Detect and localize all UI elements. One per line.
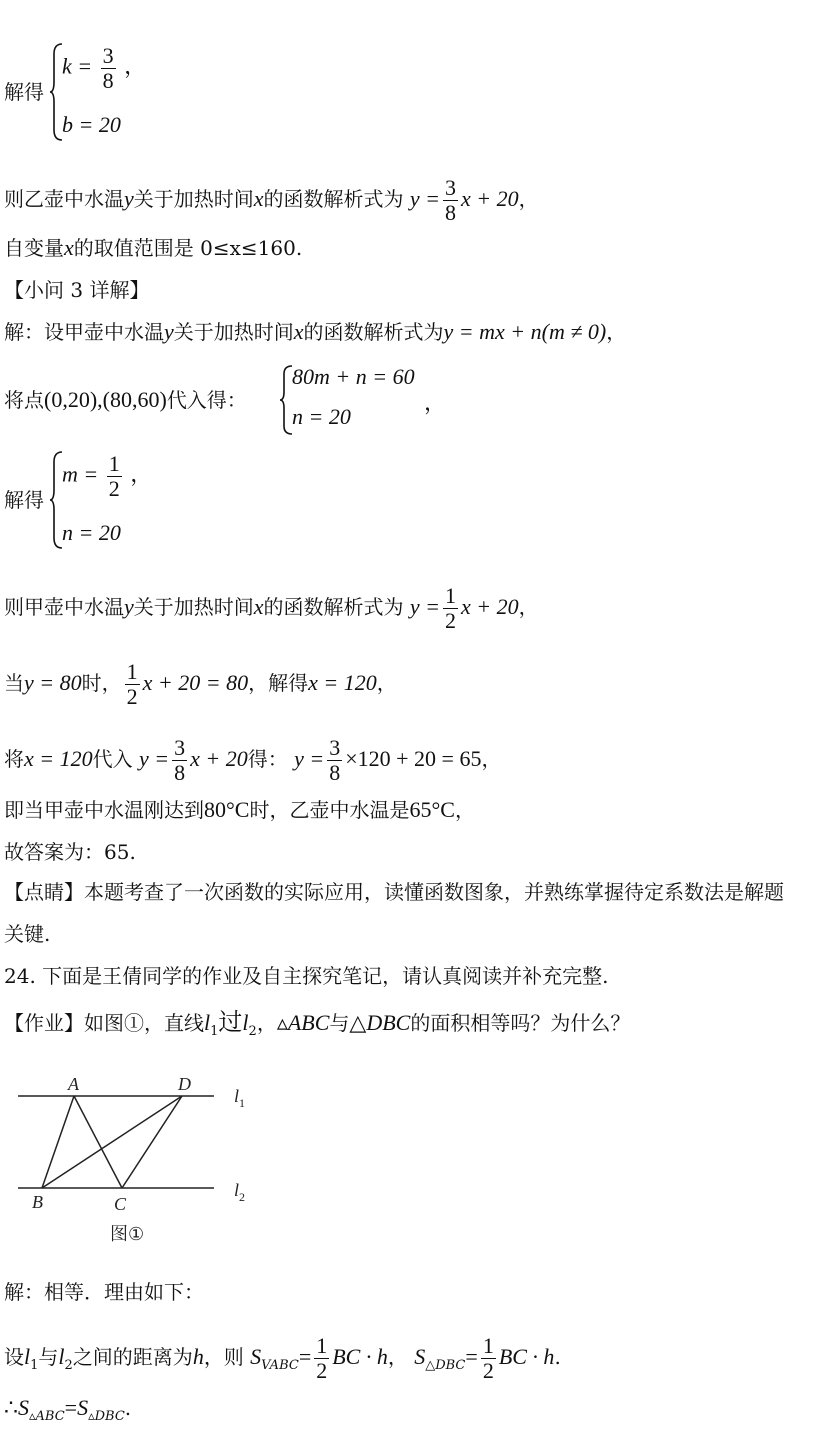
- comma: ，: [130, 461, 153, 487]
- frac: [314, 1334, 329, 1383]
- eq: =: [64, 1395, 78, 1420]
- frac: [172, 736, 187, 785]
- label-A: A: [68, 1074, 79, 1094]
- expr: x + 20: [190, 746, 248, 771]
- t: 得：: [247, 747, 288, 771]
- expr: x + 20 = 80: [142, 670, 249, 695]
- frac-den: 8: [174, 760, 186, 785]
- line-6: [4, 386, 247, 414]
- expr: BC · h: [332, 1344, 388, 1369]
- frac-den: 2: [108, 476, 120, 501]
- t: 解：设甲壶中水温: [4, 320, 164, 344]
- frac: [443, 176, 458, 225]
- var-l: l: [24, 1344, 31, 1369]
- expr: x + 20: [461, 186, 519, 211]
- t: ，: [518, 187, 539, 211]
- frac: [327, 736, 342, 785]
- t: 则乙壶中水温: [4, 187, 124, 211]
- frac-num: 3: [174, 735, 186, 760]
- frac-num: 1: [108, 451, 120, 476]
- sub: ▵DBC: [88, 1409, 125, 1424]
- var-l: l: [242, 1010, 249, 1035]
- t: 过: [218, 1008, 243, 1036]
- t: 当: [4, 671, 24, 695]
- var-y: y: [124, 594, 134, 619]
- label-D: D: [178, 1074, 191, 1094]
- frac: [125, 660, 140, 709]
- m-lhs: m =: [62, 461, 99, 487]
- eq-n: n = 20: [62, 520, 121, 545]
- temp: 80°C: [204, 797, 250, 822]
- line-2: [4, 176, 539, 225]
- t: 代入得：: [166, 388, 247, 412]
- frac-den: 2: [126, 684, 138, 709]
- expr: x + 20: [461, 594, 519, 619]
- therefore: ∴: [4, 1395, 18, 1420]
- t: .: [554, 1345, 561, 1369]
- t: 的取值范围是 0≤x≤160.: [73, 236, 303, 260]
- t: ，: [376, 671, 397, 695]
- eq-k: [62, 44, 146, 93]
- frac-den: 2: [482, 1358, 494, 1383]
- sub: 1: [210, 1024, 219, 1039]
- expr: y = 80: [24, 670, 82, 695]
- eq-1: 80m + n = 60: [292, 364, 415, 389]
- sub: 2: [248, 1024, 257, 1039]
- line-10: [4, 736, 501, 785]
- t: 将: [4, 747, 24, 771]
- t: ，: [481, 747, 502, 771]
- comment-line-2: 关键.: [4, 922, 51, 946]
- t: 则甲壶中水温: [4, 595, 124, 619]
- frac-m: [107, 452, 122, 501]
- answer-line: 故答案为：65.: [4, 840, 136, 864]
- frac-num: 3: [445, 175, 457, 200]
- conclusion-line: [4, 1394, 131, 1431]
- eq-2: n = 20: [292, 404, 351, 429]
- frac-k: [101, 44, 116, 93]
- points: (0,20),(80,60): [44, 387, 167, 412]
- expr: x = 120: [24, 746, 93, 771]
- frac-den: 8: [329, 760, 341, 785]
- geometry-figure: [14, 1068, 274, 1258]
- frac-num: 1: [316, 1333, 328, 1358]
- t: ，: [518, 595, 539, 619]
- t: ，解得: [248, 671, 309, 695]
- t: 时，: [81, 671, 122, 695]
- line-5: [4, 318, 626, 346]
- solve-label-2: 解得: [4, 488, 44, 512]
- expr: y =: [409, 186, 441, 211]
- line-8: [4, 584, 539, 633]
- question-24: 24. 下面是王倩同学的作业及自主探究笔记，请认真阅读并补充完整.: [4, 964, 609, 988]
- var-x: x: [64, 235, 74, 260]
- solution-start: 解：相等．理由如下：: [4, 1280, 204, 1304]
- expr: BC · h: [498, 1344, 555, 1369]
- t: ，: [387, 1345, 408, 1369]
- frac-den: 2: [316, 1358, 328, 1383]
- distance-line: [4, 1334, 561, 1383]
- comma: ，: [124, 53, 147, 79]
- var-y: y: [124, 186, 134, 211]
- area-symbol: S: [77, 1395, 89, 1420]
- eq: =: [465, 1344, 478, 1369]
- t: 即当甲壶中水温刚达到: [4, 798, 204, 822]
- line-3: [4, 234, 302, 262]
- expr: y =: [138, 746, 170, 771]
- area-symbol: S: [18, 1395, 29, 1420]
- eq-m: [62, 452, 152, 501]
- frac-den: 8: [102, 68, 114, 93]
- comma: ，: [424, 390, 447, 415]
- eq: =: [298, 1344, 312, 1369]
- label-l1: $l_1$: [234, 1086, 246, 1110]
- sub: △DBC: [425, 1358, 466, 1373]
- section-heading: 【小问 3 详解】: [4, 278, 150, 302]
- var-x: x: [253, 186, 264, 211]
- var-h: h: [192, 1344, 204, 1369]
- triangle: △DBC: [349, 1010, 411, 1035]
- expr: x = 120: [308, 670, 377, 695]
- t: 的函数解析式为: [303, 320, 444, 344]
- sub: ▵ABC: [29, 1409, 65, 1424]
- var-l: l: [204, 1010, 211, 1035]
- sub: 1: [30, 1358, 39, 1373]
- t: 【作业】如图①，直线: [4, 1011, 204, 1035]
- label-C: C: [114, 1194, 127, 1214]
- t: 的函数解析式为: [263, 595, 404, 619]
- label-l2: $l_2$: [234, 1180, 246, 1204]
- frac-den: 2: [445, 608, 457, 633]
- area-symbol: S: [414, 1344, 426, 1369]
- t: 将点: [4, 388, 44, 412]
- comment-line: 【点睛】本题考查了一次函数的实际应用，读懂函数图象，并熟练掌握待定系数法是解题: [4, 880, 784, 904]
- t: 时，乙壶中水温是: [249, 798, 410, 822]
- t: 设: [4, 1345, 24, 1369]
- sub: 2: [64, 1358, 73, 1373]
- frac: [443, 584, 458, 633]
- t: .: [124, 1396, 132, 1420]
- expr: ×120 + 20 = 65: [345, 746, 482, 771]
- frac-num: 1: [126, 659, 138, 684]
- temp: 65°C: [409, 797, 455, 822]
- t: ，: [606, 320, 627, 344]
- sub: VABC: [261, 1358, 299, 1373]
- t: 与: [329, 1011, 350, 1035]
- t: ，: [454, 798, 475, 822]
- t: 关于加热时间: [173, 320, 294, 344]
- figure-caption: 图①: [110, 1224, 145, 1245]
- frac-num: 1: [482, 1333, 494, 1358]
- var-l: l: [58, 1344, 65, 1369]
- expr: y =: [294, 746, 325, 771]
- t: 的函数解析式为: [263, 187, 404, 211]
- frac-num: 3: [102, 43, 114, 68]
- t: 与: [38, 1345, 59, 1369]
- eq-b: b = 20: [62, 112, 121, 137]
- expr: y =: [409, 594, 441, 619]
- area-symbol: S: [250, 1344, 262, 1369]
- line-11: [4, 796, 475, 824]
- t: 自变量: [4, 236, 64, 260]
- t: 之间的距离为: [72, 1345, 193, 1369]
- var-x: x: [253, 594, 264, 619]
- frac-num: 1: [445, 583, 457, 608]
- solve-label-1: 解得: [4, 80, 44, 104]
- line-9: [4, 660, 397, 709]
- label-B: B: [32, 1192, 43, 1212]
- frac-den: 8: [445, 200, 457, 225]
- homework-line: [4, 1008, 630, 1046]
- triangle: ▵ABC: [276, 1010, 330, 1035]
- expr: y = mx + n(m ≠ 0): [443, 319, 607, 344]
- t: 代入: [92, 747, 133, 771]
- var-x: x: [293, 319, 304, 344]
- t: 的面积相等吗？为什么？: [410, 1011, 631, 1035]
- t: ，则: [203, 1345, 244, 1369]
- t: 关于加热时间: [133, 187, 254, 211]
- k-lhs: k =: [62, 53, 93, 79]
- var-y: y: [164, 319, 174, 344]
- t: ，: [256, 1011, 277, 1035]
- t: 关于加热时间: [133, 595, 254, 619]
- frac: [481, 1334, 496, 1383]
- frac-num: 3: [329, 735, 341, 760]
